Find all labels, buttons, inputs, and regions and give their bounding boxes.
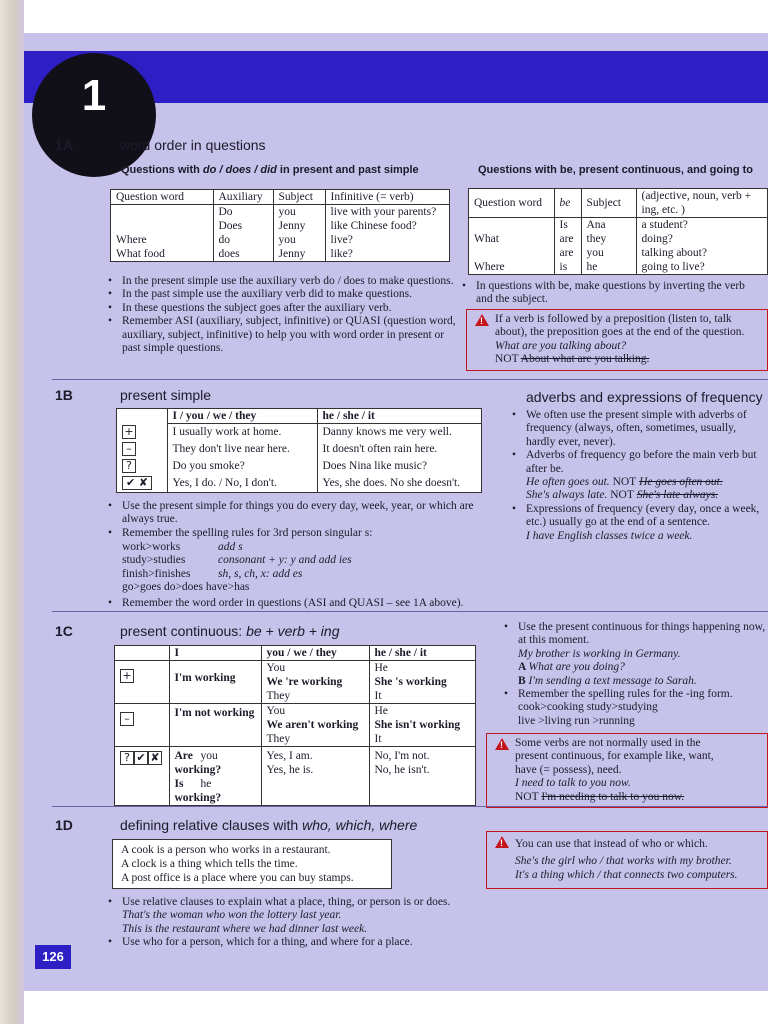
cell: you [273, 233, 325, 247]
cell: They don't live near here. [167, 441, 317, 458]
aux: Are [174, 750, 193, 762]
list-item [106, 896, 526, 936]
subject: you [200, 750, 218, 762]
cell: It doesn't often rain here. [317, 441, 481, 458]
cell: live? [325, 233, 449, 247]
list-item [510, 503, 768, 543]
table-row [117, 424, 481, 442]
table-1a-right [468, 188, 768, 275]
table-row [115, 704, 475, 747]
pronoun: You [266, 705, 286, 717]
subtitle-italic: do / does / did [202, 164, 277, 176]
verb: working? [174, 764, 222, 776]
not-label: NOT [612, 476, 637, 489]
not-label: NOT [515, 790, 542, 803]
cell: you [273, 205, 325, 220]
unit-number: 1 [81, 71, 107, 120]
book-spine [0, 0, 24, 1024]
warning-text: You can use that instead of who or which. [515, 838, 708, 850]
section-title-1a: word order in questions [120, 137, 266, 153]
subtitle-text: in present and past simple [276, 164, 419, 176]
example: What are you doing? [528, 661, 625, 674]
spelling-rule: add s [218, 541, 243, 553]
list-item: • Remember the word order in questions (ASI and QUASI – see 1A above). [106, 597, 526, 610]
cell: is [554, 260, 581, 274]
cell [369, 704, 475, 747]
section-title-1b: present simple [120, 387, 212, 403]
cell: does [213, 247, 273, 261]
list-item: • Use who for a person, which for a thing, and where for a place. [106, 936, 526, 949]
cell: Jenny [273, 219, 325, 233]
cell: Do you smoke? [167, 458, 317, 475]
list-item: • In questions with be, make questions by inverting the verb and the subject. [460, 280, 760, 307]
cell: Does [213, 219, 273, 233]
col-header: be [554, 189, 581, 218]
spelling-example: work>works [122, 541, 181, 553]
cell [261, 747, 369, 806]
wrong-example: About what are you talking. [520, 353, 650, 366]
table-row [111, 247, 449, 261]
minus-symbol: – [120, 712, 134, 726]
warning-icon [475, 314, 489, 326]
pronoun: He [374, 705, 388, 717]
warning-box-1a [466, 309, 768, 371]
plus-symbol: + [120, 669, 134, 683]
table-row [111, 205, 449, 220]
warning-box-1d [486, 831, 768, 889]
bullets-1d [106, 896, 526, 950]
title-italic: be + verb + ing [246, 623, 340, 639]
wrong-example: He goes often out. [639, 476, 723, 489]
warning-not-line [515, 791, 761, 804]
cell: What [474, 233, 499, 245]
cell: are [554, 232, 581, 246]
list-item [502, 688, 768, 728]
cell: a student? [636, 218, 767, 233]
example-text: He often goes out. [526, 476, 610, 489]
example-sentence: A cook is a person who works in a restaurant. [121, 844, 331, 856]
warning-not-line [495, 353, 761, 366]
cell: Do [213, 205, 273, 220]
table-row [115, 661, 475, 704]
plus-symbol: + [122, 425, 136, 439]
bullet-text: Adverbs of frequency go before the main verb but after be. [526, 449, 757, 475]
cell: going to live? [636, 260, 767, 274]
verb-form: We aren't working [266, 719, 359, 731]
col-header: Subject [581, 189, 636, 218]
cell: Does Nina like music? [317, 458, 481, 475]
warning-example: She's the girl who / that works with my brother. [515, 855, 732, 868]
table-row [469, 218, 767, 233]
cell: What food [116, 248, 165, 260]
subtitle-1a-left [121, 164, 419, 176]
bullet-text: Expressions of frequency (every day, once a week, etc.) usually go at the end of a sentence. [526, 502, 760, 529]
spelling-rule: sh, s, ch, x: add es [218, 567, 303, 580]
relative-clauses-box [112, 839, 392, 889]
pronoun: It [374, 690, 382, 702]
grammar-page [24, 33, 768, 991]
example: That's the woman who won the lottery last year. [122, 909, 342, 922]
spelling-example: go>goes do>does have>has [122, 581, 250, 594]
example: This is the restaurant where we had dinner last week. [122, 922, 368, 935]
col-header: Question word [469, 189, 554, 218]
pronoun: He [374, 662, 388, 674]
list-item: • Remember the spelling rules for 3rd person singular s: [106, 527, 496, 540]
warning-example: I need to talk to you now. [515, 777, 631, 790]
cell: are [554, 246, 581, 260]
sym-col [117, 409, 167, 424]
table-row [115, 747, 475, 806]
cell: they [581, 232, 636, 246]
not-label: NOT [610, 489, 634, 502]
bullets-1c-right [502, 621, 768, 728]
short-answer: No, he isn't. [374, 764, 430, 776]
cell: you [581, 246, 636, 260]
question-symbol: ? [122, 459, 136, 473]
warning-text: present continuous, for example like, want, [515, 750, 714, 763]
section-code-1d: 1D [55, 817, 73, 833]
cell [261, 661, 369, 704]
section-divider [52, 379, 768, 380]
question-symbol: ? [120, 751, 134, 765]
col-header: (adjective, noun, verb + ing, etc. ) [636, 189, 767, 218]
col-header: I [169, 646, 261, 661]
bullet-text: Use the present continuous for things happening now, at this moment. [518, 621, 766, 647]
verb: working? [174, 792, 222, 804]
warning-example: It's a thing which / that connects two computers. [515, 868, 738, 881]
subtitle-1a-right: Questions with be, present continuous, and going to [478, 164, 753, 176]
bullets-1a-left [106, 275, 456, 355]
spelling-example: cook>cooking study>studying [518, 701, 658, 714]
example-sentence: A post office is a place where you can buy stamps. [121, 872, 354, 884]
bullet-text: Use relative clauses to explain what a place, thing, or person is or does. [122, 896, 451, 908]
list-item: • Use the present simple for things you do every day, week, year, or which are always true. [106, 500, 496, 527]
cell [169, 747, 261, 806]
example: I'm sending a text message to Sarah. [528, 674, 697, 687]
cell [369, 661, 475, 704]
subtitle-text: Questions with [121, 164, 203, 176]
cell [111, 219, 213, 233]
col-header: Auxiliary [213, 190, 273, 205]
verb-form: She 's working [374, 676, 447, 688]
warning-text: about), the preposition goes at the end of the question. [495, 326, 745, 339]
table-row [111, 219, 449, 233]
pronoun: You [266, 662, 286, 674]
short-answer: No, I'm not. [374, 750, 430, 762]
cell: Where [116, 234, 147, 246]
not-label: NOT [495, 353, 521, 366]
warning-text: If a verb is followed by a preposition (listen to, talk [495, 313, 732, 325]
adverbs-title: adverbs and expressions of frequency [526, 389, 763, 405]
cell: I'm not working [169, 704, 261, 747]
list-item: • Remember ASI (auxiliary, subject, infinitive) or QUASI (question word, auxiliary, subject, infinitive) to help you with word order in present or past simple questions. [106, 315, 456, 355]
cell [469, 246, 554, 260]
title-text: present continuous: [120, 623, 247, 639]
cell: Danny knows me very well. [317, 424, 481, 442]
bullets-1b [106, 500, 496, 540]
subject: he [200, 778, 212, 790]
table-row [117, 441, 481, 458]
aux: Is [174, 778, 184, 790]
cell [111, 205, 213, 220]
warning-icon [495, 836, 509, 848]
cell [469, 218, 554, 233]
cell: Yes, she does. No she doesn't. [317, 475, 481, 492]
table-1c [114, 645, 476, 806]
section-code-1a: 1A [55, 137, 73, 153]
section-divider [52, 806, 768, 807]
col-header: Subject [273, 190, 325, 205]
warning-example: What are you talking about? [495, 339, 627, 352]
cell: do [213, 233, 273, 247]
pronoun: They [266, 690, 291, 702]
section-title-1d [120, 817, 417, 833]
warning-icon [495, 738, 509, 750]
cross-icon: ✘ [148, 751, 162, 765]
cell: I usually work at home. [167, 424, 317, 442]
wrong-example: I'm needing to talk to you now. [541, 790, 685, 803]
list-item: • In the past simple use the auxiliary verb did to make questions. [106, 288, 456, 301]
cell: he [581, 260, 636, 274]
list-item: • We often use the present simple with adverbs of frequency (always, often, sometimes, usually, hardly ever, never). [510, 409, 768, 449]
example: My brother is working in Germany. [518, 647, 681, 660]
title-italic: who, which, where [302, 817, 418, 833]
col-header: I / you / we / they [167, 409, 317, 424]
col-header: Infinitive (= verb) [325, 190, 449, 205]
table-1b [116, 408, 482, 493]
spelling-example: finish>finishes [122, 567, 191, 580]
bullets-1a-right [460, 280, 760, 307]
adverb-example [526, 476, 768, 489]
check-icon: ✔ [134, 751, 148, 765]
table-1a-left [110, 189, 450, 262]
table-row [469, 232, 767, 246]
title-text: defining relative clauses with [120, 817, 303, 833]
verb-form: She isn't working [374, 719, 461, 731]
verb-form: We 're working [266, 676, 343, 688]
bullet-text: Remember the spelling rules for the -ing form. [518, 688, 733, 701]
list-item: • In these questions the subject goes after the auxiliary verb. [106, 302, 456, 315]
table-row [469, 246, 767, 260]
list-item: • In the present simple use the auxiliary verb do / does to make questions. [106, 275, 456, 288]
table-row [117, 458, 481, 475]
check-cross-symbol: ✔ ✘ [122, 476, 152, 490]
col-header: he / she / it [369, 646, 475, 661]
spelling-rules-3rd-person [122, 541, 352, 595]
cell: Ana [581, 218, 636, 233]
cell: Jenny [273, 247, 325, 261]
section-code-1b: 1B [55, 387, 73, 403]
sym-col [115, 646, 169, 661]
adverb-example [526, 489, 768, 502]
cell: doing? [636, 232, 767, 246]
page-number: 126 [35, 945, 71, 969]
adverb-example: I have English classes twice a week. [526, 529, 693, 542]
section-code-1c: 1C [55, 623, 73, 639]
example-sentence: A clock is a thing which tells the time. [121, 858, 298, 870]
example-text: She's always late. [526, 489, 608, 502]
spelling-example: live >living run >running [518, 714, 635, 727]
warning-box-1c [486, 733, 768, 808]
pronoun: They [266, 733, 291, 745]
wrong-example: She's late always. [636, 489, 719, 502]
cell [369, 747, 475, 806]
col-header: he / she / it [317, 409, 481, 424]
warning-text: Some verbs are not normally used in the [515, 737, 701, 749]
table-row [469, 260, 767, 274]
section-divider [52, 611, 768, 612]
col-header: you / we / they [261, 646, 369, 661]
bullets-1b-last [106, 597, 526, 610]
cell: talking about? [636, 246, 767, 260]
minus-symbol: – [122, 442, 136, 456]
cell: Is [554, 218, 581, 233]
section-title-1c [120, 623, 340, 639]
bullets-adverbs [510, 409, 768, 543]
cell: Where [474, 261, 505, 273]
cell: like Chinese food? [325, 219, 449, 233]
cell: Yes, I do. / No, I don't. [167, 475, 317, 492]
warning-text: have (= possess), need. [515, 763, 622, 776]
col-header: Question word [111, 190, 213, 205]
cell: live with your parents? [325, 205, 449, 220]
table-row [111, 233, 449, 247]
cell: I'm working [169, 661, 261, 704]
cell [261, 704, 369, 747]
short-answer: Yes, I am. [266, 750, 313, 762]
short-answer: Yes, he is. [266, 764, 314, 776]
list-item: • Use the present continuous for things happening now, at this moment. My brother is working in Germany. A What are you doing? B I'm sending a text message to Sarah. [502, 621, 768, 688]
spelling-example: study>studies [122, 554, 186, 567]
table-row [117, 475, 481, 492]
cell: like? [325, 247, 449, 261]
pronoun: It [374, 733, 382, 745]
list-item [510, 449, 768, 503]
spelling-rule: consonant + y: y and add ies [218, 554, 352, 567]
